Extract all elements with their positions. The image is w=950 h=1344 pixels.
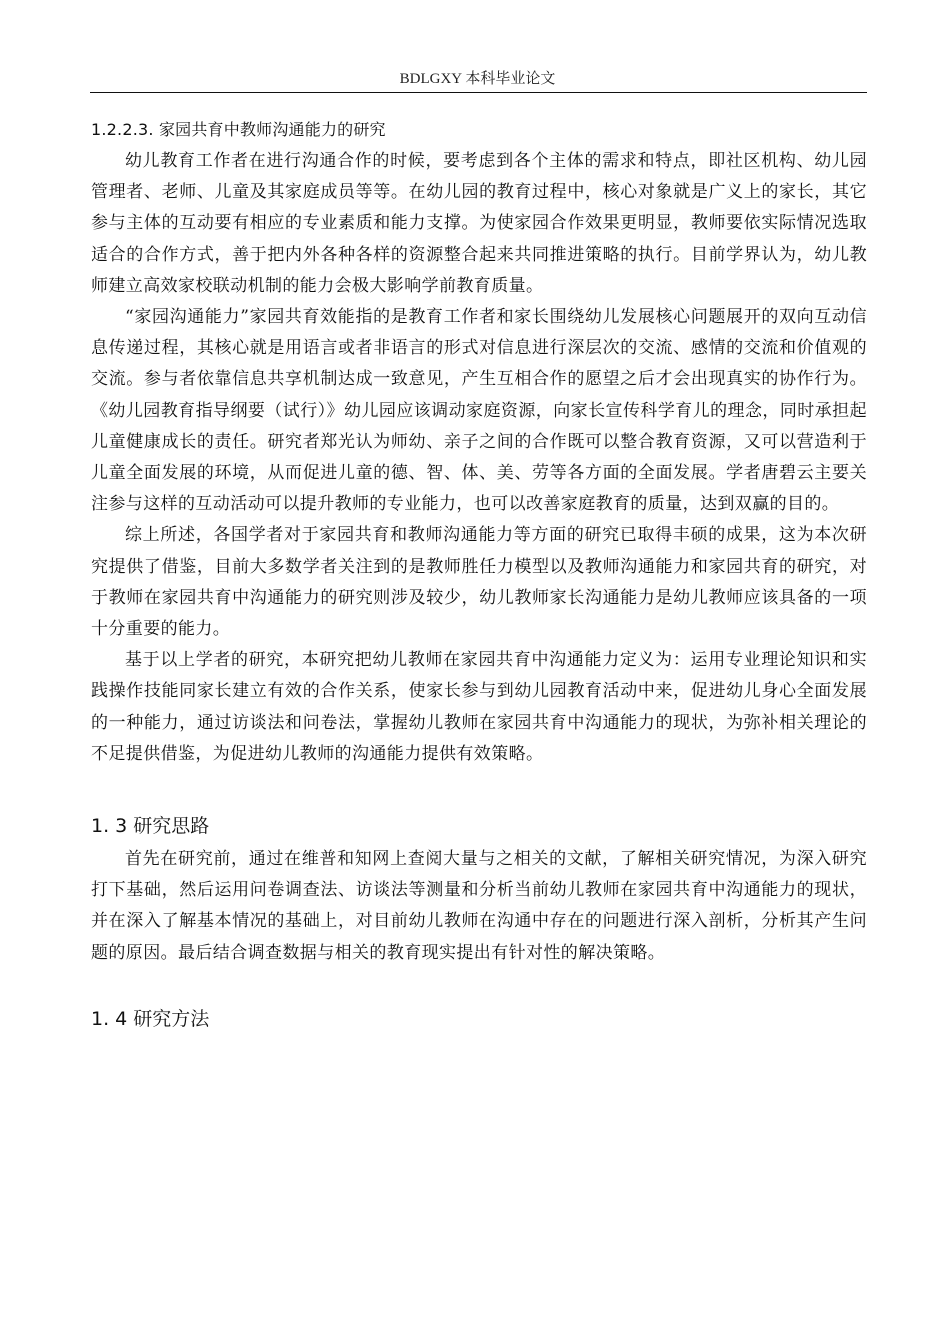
document-body bbox=[91, 114, 867, 1037]
header-divider bbox=[90, 92, 867, 93]
section-heading-1-4: 1. 4 研究方法 bbox=[91, 1007, 210, 1030]
paragraph-1: 幼儿教育工作者在进行沟通合作的时候，要考虑到各个主体的需求和特点，即社区机构、幼儿园管理者、老师、儿童及其家庭成员等等。在幼儿园的教育过程中，核心对象就是广义上的家长，其它参与主体的互动要有相应的专业素质和能力支撑。为使家园合作效果更明显，教师要依实际情况选取适合的合作方式，善于把内外各种各样的资源整合起来共同推进策略的执行。目前学界认为，幼儿教师建立高效家校联动机制的能力会极大影响学前教育质量。 bbox=[91, 151, 867, 296]
paragraph-4: 基于以上学者的研究，本研究把幼儿教师在家园共育中沟通能力定义为：运用专业理论知识和实践操作技能同家长建立有效的合作关系，使家长参与到幼儿园教育活动中来，促进幼儿身心全面发展的一种能力，通过访谈法和问卷法，掌握幼儿教师在家园共育中沟通能力的现状，为弥补相关理论的不足提供借鉴，为促进幼儿教师的沟通能力提供有效策略。 bbox=[91, 650, 867, 764]
paragraph-3: 综上所述，各国学者对于家园共育和教师沟通能力等方面的研究已取得丰硕的成果，这为本次研究提供了借鉴，目前大多数学者关注到的是教师胜任力模型以及教师沟通能力和家园共育的研究，对于教师在家园共育中沟通能力的研究则涉及较少，幼儿教师家长沟通能力是幼儿教师应该具备的一项十分重要的能力。 bbox=[91, 525, 867, 640]
section-spacer bbox=[91, 770, 867, 808]
paragraph-research-approach: 首先在研究前，通过在维普和知网上查阅大量与之相关的文献，了解相关研究情况，为深入研究打下基础，然后运用问卷调查法、访谈法等测量和分析当前幼儿教师在家园共育中沟通能力的现状，并在深入了解基本情况的基础上，对目前幼儿教师在沟通中存在的问题进行深入剖析，分析其产生问题的原因。最后结合调查数据与相关的教育现实提出有针对性的解决策略。 bbox=[91, 849, 867, 963]
paragraph-2: “家园沟通能力”家园共育效能指的是教育工作者和家长围绕幼儿发展核心问题展开的双向互动信息传递过程，其核心就是用语言或者非语言的形式对信息进行深层次的交流、感情的交流和价值观的交流。参与者依靠信息共享机制达成一致意见，产生互相合作的愿望之后才会出现真实的协作行为。《幼儿园教育指导纲要（试行）》幼儿园应该调动家庭资源，向家长宣传科学育儿的理念，同时承担起儿童健康成长的责任。研究者郑光认为师幼、亲子之间的合作既可以整合教育资源，又可以营造利于儿童全面发展的环境，从而促进儿童的德、智、体、美、劳等各方面的全面发展。学者唐碧云主要关注参与这样的互动活动可以提升教师的专业能力，也可以改善家庭教育的质量，达到双赢的目的。 bbox=[91, 307, 867, 515]
section-spacer bbox=[91, 969, 867, 1001]
section-heading-1-3: 1. 3 研究思路 bbox=[91, 815, 210, 838]
subsection-heading-1-2-2-3: 1.2.2.3. 家园共育中教师沟通能力的研究 bbox=[91, 120, 386, 139]
page-header-title: BDLGXY 本科毕业论文 bbox=[399, 71, 556, 87]
